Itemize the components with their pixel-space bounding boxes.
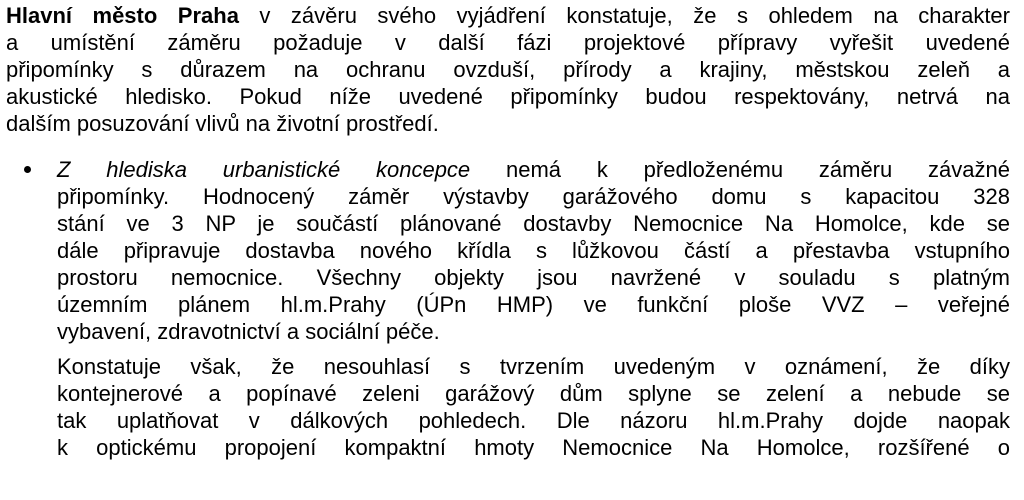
intro-line-1-rest: v závěru svého vyjádření konstatuje, že s ohledem na charakter xyxy=(238,3,1010,28)
intro-line-2: a umístění záměru požaduje v další fázi projektové přípravy vyřešit uvedené xyxy=(6,30,1010,55)
bullet-dot-icon xyxy=(24,166,31,173)
bullet-line-4: dále připravuje dostavba nového křídla s lůžkovou částí a přestavba vstupního xyxy=(57,238,1010,263)
intro-line-4: akustické hledisko. Pokud níže uvedené připomínky budou respektovány, netrvá na xyxy=(6,84,1010,109)
bullet-italic-heading: Z hlediska urbanistické koncepce xyxy=(57,157,471,182)
bullet-line-1-rest: nemá k předloženému záměru závažné xyxy=(470,157,1010,182)
intro-line-3: připomínky s důrazem na ochranu ovzduší, přírody a krajiny, městskou zeleň a xyxy=(6,57,1010,82)
intro-line-5: dalším posuzování vlivů na životní prostředí. xyxy=(6,111,439,136)
second-para-line-2: kontejnerové a popínavé zeleni garážový dům splyne se zelení a nebude se xyxy=(57,381,1010,406)
intro-bold-subject: Hlavní město Praha xyxy=(6,3,239,28)
intro-line-1 xyxy=(6,2,1010,29)
second-para-line-4: k optickému propojení kompaktní hmoty Nemocnice Na Homolce, rozšířené o xyxy=(57,435,1010,460)
bullet-line-3: stání ve 3 NP je součástí plánované dostavby Nemocnice Na Homolce, kde se xyxy=(57,211,1010,236)
second-para-line-3: tak uplatňovat v dálkových pohledech. Dle názoru hl.m.Prahy dojde naopak xyxy=(57,408,1010,433)
bullet-line-6: územním plánem hl.m.Prahy (ÚPn HMP) ve funkční ploše VVZ – veřejné xyxy=(57,292,1010,317)
bullet-line-5: prostoru nemocnice. Všechny objekty jsou navržené v souladu s platným xyxy=(57,265,1010,290)
second-para-line-1: Konstatuje však, že nesouhlasí s tvrzením uvedeným v oznámení, že díky xyxy=(57,354,1010,379)
bullet-line-1 xyxy=(57,156,1010,183)
bullet-line-2: připomínky. Hodnocený záměr výstavby garážového domu s kapacitou 328 xyxy=(57,184,1010,209)
bullet-line-7: vybavení, zdravotnictví a sociální péče. xyxy=(57,319,440,344)
